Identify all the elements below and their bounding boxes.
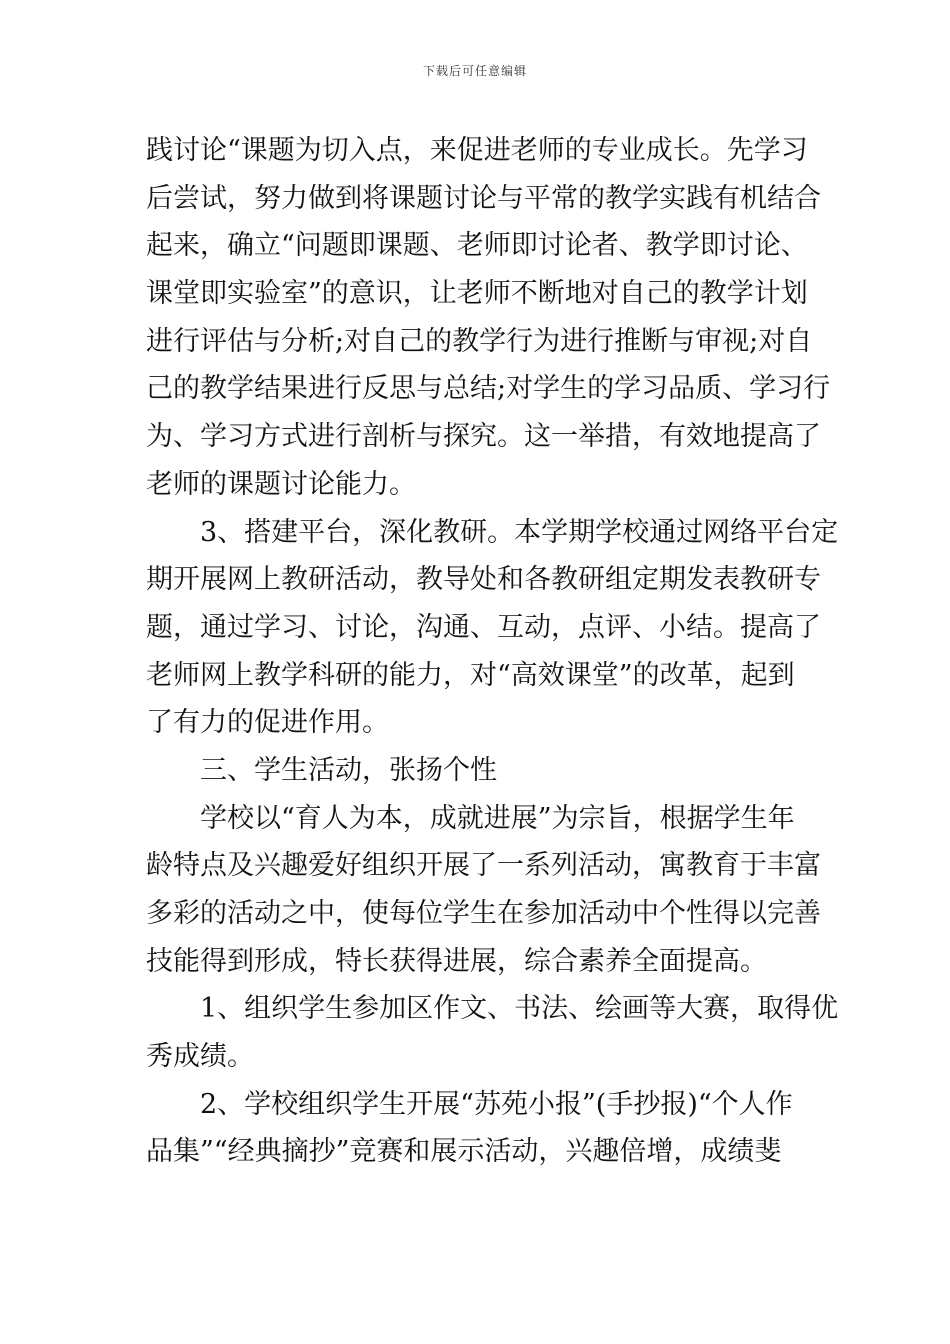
text-line: 多彩的活动之中，使每位学生在参加活动中个性得以完善 [146,898,821,929]
text-line: 后尝试，努力做到将课题讨论与平常的教学实践有机结合 [146,182,821,214]
text-line: 学校以“育人为本，成就进展”为宗旨，根据学生年 [200,802,795,834]
section-heading: 三、学生活动，张扬个性 [200,754,497,786]
text-line: 起来，确立“问题即课题、老师即讨论者、教学即讨论、 [146,230,808,262]
text-line: 了有力的促进作用。 [146,707,389,739]
text-line: 进行评估与分析;对自己的教学行为进行推断与审视;对自 [146,325,813,357]
text-line: 3、搭建平台，深化教研。本学期学校通过网络平台定 [200,516,839,548]
text-line: 品集”“经典摘抄”竞赛和展示活动，兴趣倍增，成绩斐 [146,1136,782,1168]
text-line: 技能得到形成，特长获得进展，综合素养全面提高。 [146,945,767,977]
text-line: 题，通过学习、讨论，沟通、互动，点评、小结。提高了 [146,611,821,643]
text-line: 为、学习方式进行剖析与探究。这一举措，有效地提高了 [146,421,821,453]
text-line: 老师网上教学科研的能力，对“高效课堂”的改革，起到 [146,659,795,691]
text-line: 课堂即实验室”的意识，让老师不断地对自己的教学计划 [146,278,808,310]
text-line: 己的教学结果进行反思与总结;对学生的学习品质、学习行 [146,373,831,405]
text-line: 2、学校组织学生开展“苏苑小报”(手抄报)“个人作 [200,1088,793,1120]
document-body [146,127,839,1176]
page-header: 下载后可任意编辑 [422,64,527,78]
text-line: 龄特点及兴趣爱好组织开展了一系列活动，寓教育于丰富 [146,850,821,882]
text-line: 秀成绩。 [146,1041,254,1073]
text-line: 期开展网上教研活动，教导处和各教研组定期发表教研专 [146,564,821,596]
text-line: 践讨论“课题为切入点，来促进老师的专业成长。先学习 [146,135,808,166]
text-line: 1、组织学生参加区作文、书法、绘画等大赛，取得优 [200,993,839,1025]
text-line: 老师的课题讨论能力。 [146,468,416,500]
